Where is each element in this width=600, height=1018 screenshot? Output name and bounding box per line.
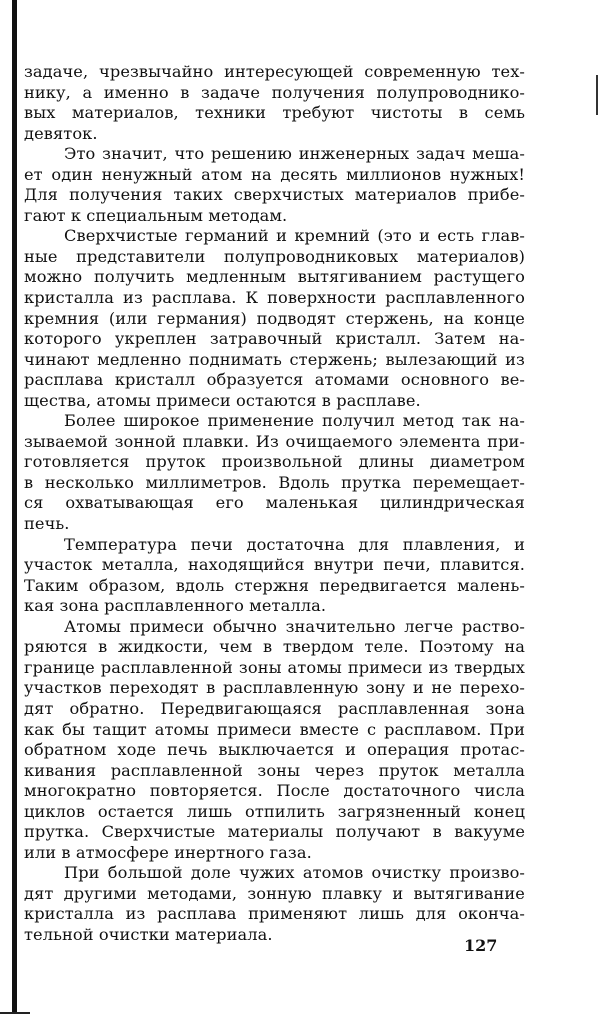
scan-artifact (0, 1012, 30, 1014)
paragraph (24, 62, 525, 144)
text-line: кристалла из расплава применяют лишь для оконча- (24, 904, 525, 924)
text-line: Более широкое применение получил метод так на- (64, 411, 525, 431)
text-line: кивания расплавленной зоны через пруток металла (24, 760, 525, 780)
text-line: зываемой зонной плавки. Из очищаемого элемента при- (24, 431, 525, 451)
paragraph (24, 863, 525, 945)
paragraph (24, 535, 525, 617)
page-body (24, 62, 525, 946)
text-line: которого укреплен затравочный кристалл. Затем на- (24, 329, 525, 349)
text-line: дят другими методами, зонную плавку и вытягивание (24, 883, 525, 903)
text-line: границе расплавленной зоны атомы примеси из твердых (24, 657, 525, 677)
text-line: кая зона расплавленного металла. (24, 596, 327, 616)
paragraph (24, 617, 525, 864)
text-line: чинают медленно поднимать стержень; вылезающий из (24, 349, 525, 369)
text-line: кремния (или германия) подводят стержень, на конце (24, 308, 525, 328)
paragraph (24, 144, 525, 226)
text-line: Это значит, что решению инженерных задач меша- (64, 144, 525, 164)
page-number: 127 (464, 936, 498, 955)
text-line: готовляется пруток произвольной длины диаметром (24, 452, 525, 472)
text-line: расплава кристалл образуется атомами основного ве- (24, 370, 525, 390)
text-line: обратном ходе печь выключается и операция протас- (24, 740, 525, 760)
scan-artifact-right (596, 75, 598, 115)
paragraph (24, 411, 525, 534)
text-line: гают к специальным методам. (24, 205, 288, 225)
text-line: прутка. Сверхчистые материалы получают в вакууме (24, 822, 525, 842)
text-line: вых материалов, техники требуют чистоты в семь (24, 103, 525, 123)
text-line: Атомы примеси обычно значительно легче раство- (64, 616, 525, 636)
text-line: циклов остается лишь отпилить загрязненный конец (24, 801, 525, 821)
text-line: кристалла из расплава. К поверхности расплавленного (24, 288, 525, 308)
text-line: ся охватывающая его маленькая цилиндрическая (24, 493, 525, 513)
text-line: участок металла, находящийся внутри печи, плавится. (24, 555, 525, 575)
text-line: тельной очистки материала. (24, 924, 273, 944)
text-line: задаче, чрезвычайно интересующей современную тех- (24, 62, 525, 81)
text-line: ет один ненужный атом на десять миллионов нужных! (24, 164, 525, 184)
paragraph (24, 226, 525, 411)
text-line: щества, атомы примеси остаются в расплаве. (24, 390, 421, 410)
text-line: Температура печи достаточна для плавления, и (64, 534, 525, 554)
text-line: Таким образом, вдоль стержня передвигается малень- (24, 575, 525, 595)
text-line: в несколько миллиметров. Вдоль прутка перемещает- (24, 472, 525, 492)
text-line: печь. (24, 514, 70, 534)
text-line: нику, а именно в задаче получения полупроводнико- (24, 82, 525, 102)
text-line: можно получить медленным вытягиванием растущего (24, 267, 525, 287)
text-line: участков переходят в расплавленную зону и не перехо- (24, 678, 525, 698)
text-line: При большой доле чужих атомов очистку произво- (64, 863, 525, 883)
text-line: Сверхчистые германий и кремний (это и есть глав- (64, 226, 525, 246)
text-line: ряются в жидкости, чем в твердом теле. Поэтому на (24, 637, 525, 657)
text-line: ные представители полупроводниковых материалов) (24, 246, 525, 266)
text-line: Для получения таких сверхчистых материалов прибе- (24, 185, 525, 205)
text-line: девяток. (24, 123, 98, 143)
text-line: как бы тащит атомы примеси вместе с расплавом. При (24, 719, 525, 739)
text-line: или в атмосфере инертного газа. (24, 842, 312, 862)
text-line: дят обратно. Передвигающаяся расплавленная зона (24, 698, 525, 718)
text-line: многократно повторяется. После достаточного числа (24, 781, 525, 801)
page-binding-edge (12, 0, 17, 1012)
